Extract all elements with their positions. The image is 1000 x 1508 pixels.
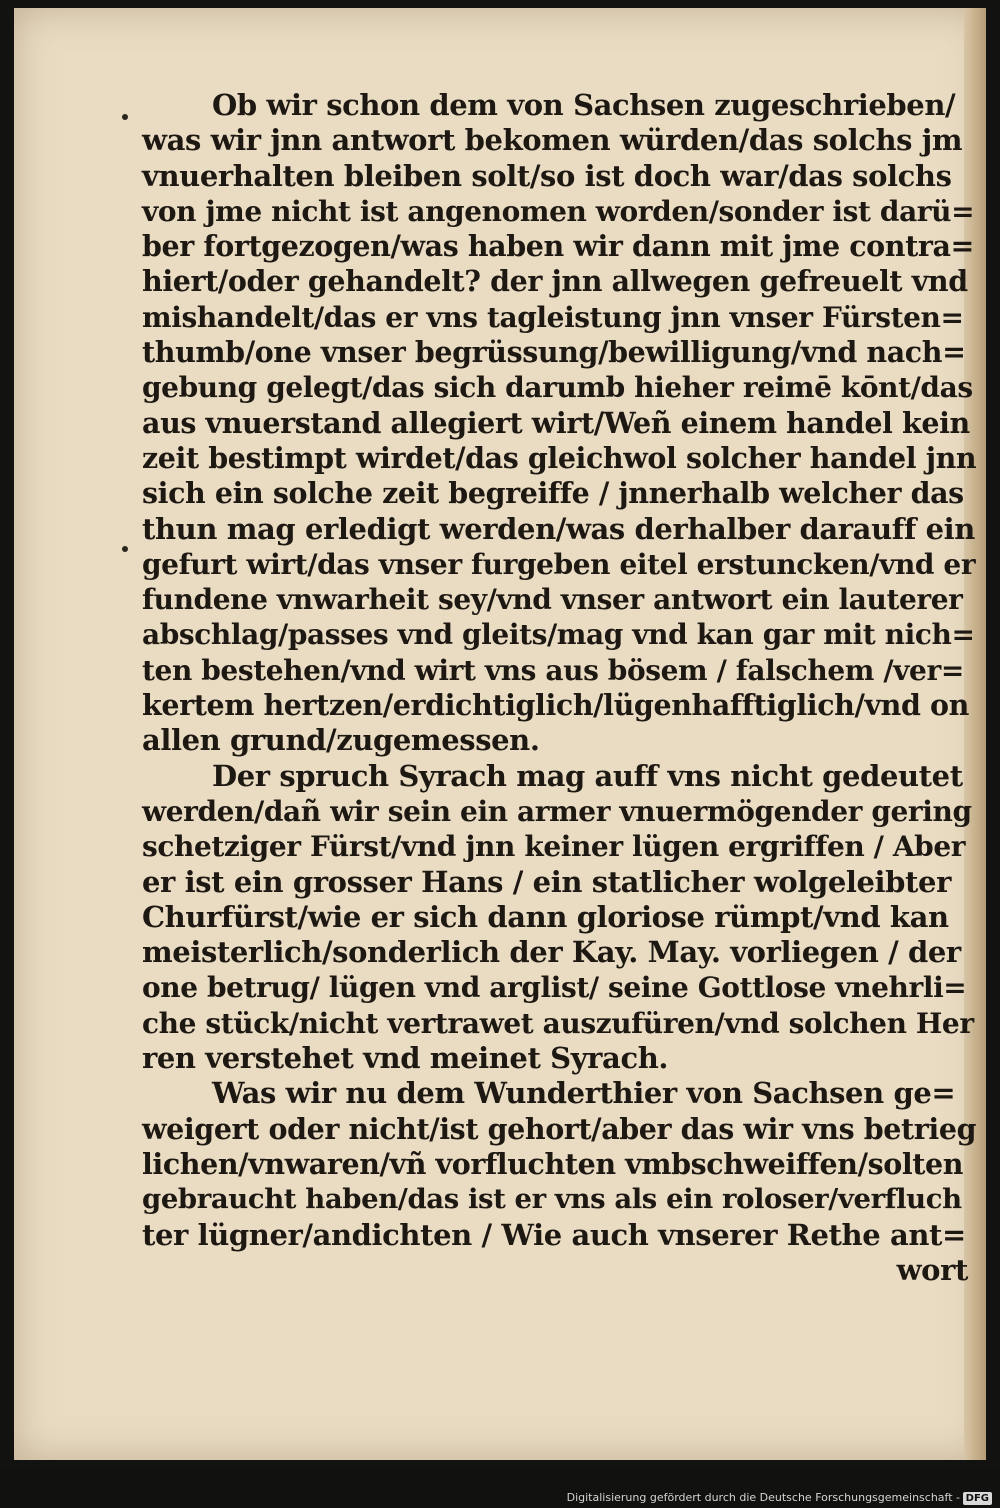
- text-line: werden/dañ wir sein ein armer vnuermögender gering: [142, 794, 972, 828]
- text-line: aus vnuerstand allegiert wirt/Weñ einem handel kein: [142, 405, 970, 440]
- text-line: one betrug/ lügen vnd arglist/ seine Gottlose vnehrli=: [142, 971, 967, 1005]
- text-line: schetziger Fürst/vnd jnn keiner lügen ergriffen / Aber: [142, 830, 966, 864]
- footer-bar: [0, 1468, 1000, 1508]
- marginal-dot: [122, 546, 128, 552]
- body-text: [142, 88, 988, 1288]
- catchword: wort: [896, 1252, 968, 1287]
- text-line: meisterlich/sonderlich der Kay. May. vorliegen / der: [142, 935, 961, 970]
- text-line: was wir jnn antwort bekomen würden/das solchs jm: [142, 123, 963, 158]
- text-line: gefurt wirt/das vnser furgeben eitel erstuncken/vnd er: [142, 547, 976, 581]
- text-line: lichen/vnwaren/vñ vorfluchten vmbschweiffen/solten: [142, 1146, 964, 1181]
- text-line: Der spruch Syrach mag auff vns nicht gedeutet: [212, 758, 963, 793]
- text-line: thun mag erledigt werden/was derhalber darauff ein: [142, 511, 975, 546]
- dfg-logo: DFG: [963, 1492, 992, 1505]
- text-line: ter lügner/andichten / Wie auch vnserer Rethe ant=: [142, 1217, 966, 1252]
- text-line: abschlag/passes vnd gleits/mag vnd kan gar mit nich=: [142, 618, 975, 652]
- text-line: ten bestehen/vnd wirt vns aus bösem / falschem /ver=: [142, 653, 964, 687]
- text-line: sich ein solche zeit begreiffe / jnnerhalb welcher das: [142, 476, 964, 511]
- text-line: zeit bestimpt wirdet/das gleichwol solcher handel jnn: [142, 440, 977, 475]
- text-line: Churfürst/wie er sich dann gloriose rümpt/vnd kan: [142, 899, 949, 934]
- text-line: che stück/nicht vertrawet auszufüren/vnd solchen Her: [142, 1006, 974, 1040]
- digitization-credit: Digitalisierung gefördert durch die Deutsche Forschungsgemeinschaft -: [566, 1491, 960, 1504]
- text-line: weigert oder nicht/ist gehort/aber das wir vns betrieg: [142, 1111, 977, 1146]
- text-line: fundene vnwarheit sey/vnd vnser antwort ein lauterer: [142, 583, 963, 617]
- text-line: ren verstehet vnd meinet Syrach.: [142, 1041, 669, 1076]
- text-line: thumb/one vnser begrüssung/bewilligung/vnd nach=: [142, 335, 966, 370]
- text-line: mishandelt/das er vns tagleistung jnn vnser Fürsten=: [142, 300, 964, 334]
- text-line: kertem hertzen/erdichtiglich/lügenhafftiglich/vnd on: [142, 688, 969, 723]
- text-line: allen grund/zugemessen.: [142, 723, 540, 758]
- text-line: vnuerhalten bleiben solt/so ist doch war/das solchs: [142, 158, 952, 193]
- text-line: hiert/oder gehandelt? der jnn allwegen gefreuelt vnd: [142, 264, 968, 299]
- text-line: gebung gelegt/das sich darumb hieher reimē kōnt/das: [142, 371, 973, 405]
- text-line: ber fortgezogen/was haben wir dann mit jme contra=: [142, 229, 975, 264]
- book-page: [14, 8, 986, 1460]
- text-line: von jme nicht ist angenomen worden/sonder ist darü=: [142, 194, 975, 228]
- text-line: er ist ein grosser Hans / ein statlicher wolgeleibter: [142, 864, 951, 899]
- text-line: Ob wir schon dem von Sachsen zugeschrieben/: [212, 88, 956, 122]
- text-line: gebraucht haben/das ist er vns als ein roloser/verfluch: [142, 1183, 962, 1216]
- text-line: Was wir nu dem Wunderthier von Sachsen ge=: [212, 1076, 956, 1111]
- marginal-dot: [122, 114, 128, 120]
